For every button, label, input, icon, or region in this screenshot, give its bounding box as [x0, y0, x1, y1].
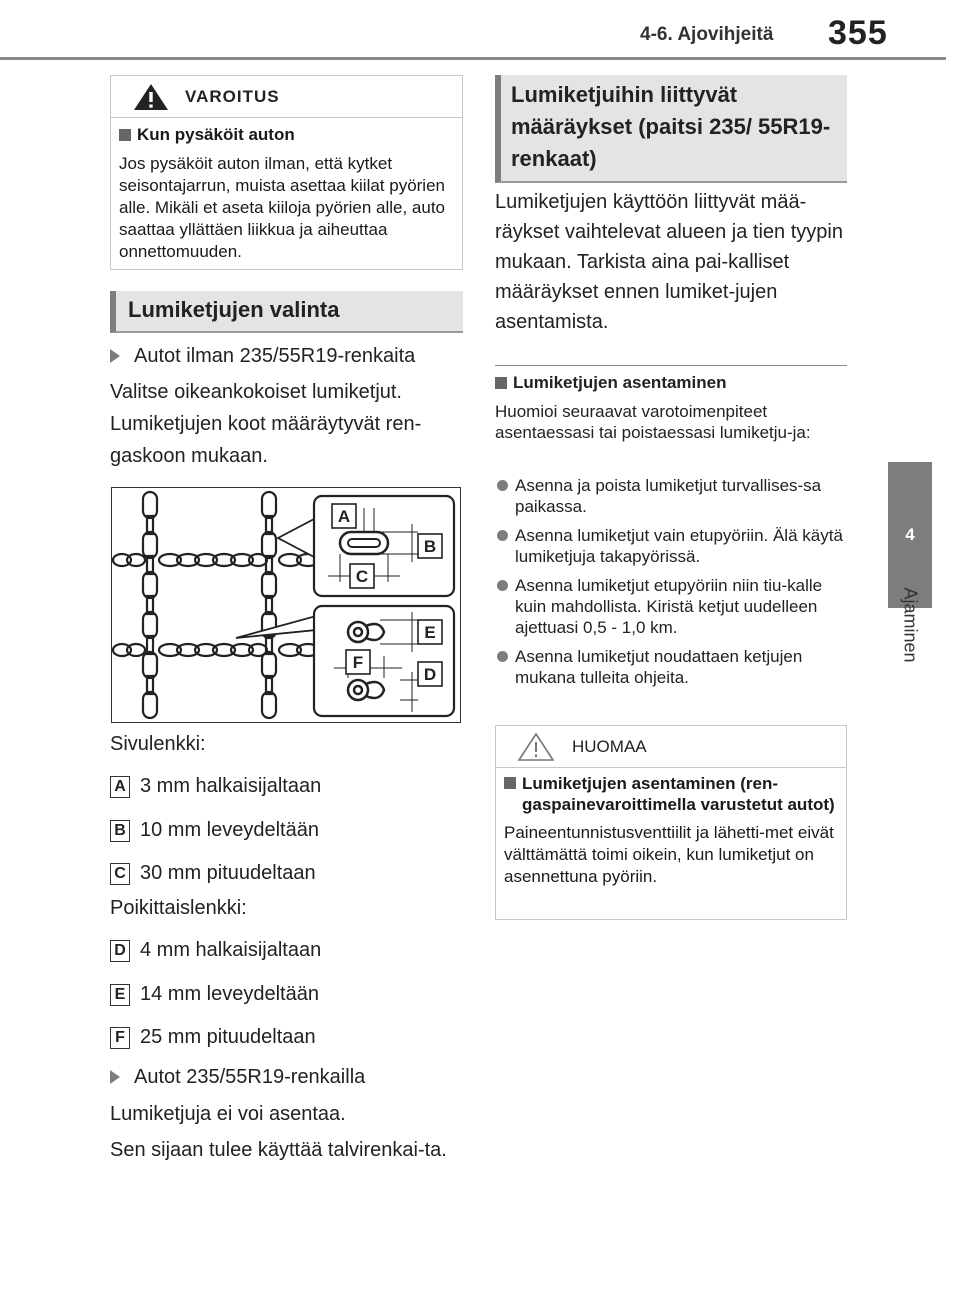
- install-list: [495, 475, 849, 688]
- notice-title: HUOMAA: [572, 736, 647, 756]
- page-number: 355: [828, 14, 888, 52]
- notice-subtitle: Lumiketjujen asentaminen (ren-gaspainevaroittimella varustetut autot): [504, 773, 838, 815]
- arrow-bullet-icon: [110, 1070, 120, 1084]
- selection-paragraph: Valitse oikeankokoiset lumiketjut. Lumiketjujen koot määräytyvät ren-gaskoon mukaan.: [110, 381, 422, 467]
- square-bullet-icon: [119, 129, 131, 141]
- warning-header: [111, 76, 462, 118]
- list-item: Asenna lumiketjut etupyöriin niin tiu-kalle kuin mahdollista. Kiristä ketjut uudelleen ajettuasi 0,5 - 1,0 km.: [495, 575, 849, 638]
- no-chains-text: Lumiketjuja ei voi asentaa.: [110, 1103, 346, 1125]
- upper-cross-chain: [113, 554, 319, 566]
- square-bullet-icon: [504, 777, 516, 789]
- diagram-label-a: A: [337, 507, 351, 526]
- right-side-chain: [262, 492, 276, 718]
- selection-heading: Lumiketjujen valinta: [110, 291, 463, 333]
- round-bullet-icon: [497, 580, 508, 591]
- side-link-label: Sivulenkki:: [110, 733, 206, 755]
- regulations-paragraph: Lumiketjujen käyttöön liittyvät mää-räykset vaihtelevat alueen ja tien tyypin mukaan. Tarkista aina pai-kalliset määräykset ennen lumiket-jujen asentamista.: [495, 191, 843, 333]
- diagram-label-e: E: [424, 623, 436, 642]
- arrow-bullet-icon: [110, 349, 120, 363]
- diagram-label-c: C: [355, 567, 369, 586]
- notice-header: [496, 726, 846, 768]
- chapter-tab: 4: [888, 462, 932, 608]
- warning-box: [110, 75, 463, 270]
- left-side-chain: [143, 492, 157, 718]
- chain-diagram: [111, 487, 461, 723]
- case-without-19: Autot ilman 235/55R19-renkaita: [110, 345, 415, 368]
- section-divider: [495, 365, 847, 366]
- round-bullet-icon: [497, 480, 508, 491]
- spec-b: B 10 mm leveydeltään: [110, 819, 319, 842]
- diagram-label-b: B: [423, 537, 437, 556]
- list-item: Asenna lumiketjut vain etupyöriin. Älä käytä lumiketjuja takapyörissä.: [495, 525, 849, 567]
- notice-text: Paineentunnistusventtiilit ja lähetti-met eivät välttämättä toimi oikein, kun lumiketjut on asennettuna pyöriin.: [504, 823, 834, 886]
- warning-subtitle: Kun pysäköit auton: [119, 124, 454, 145]
- chapter-label-wrap: [888, 560, 932, 690]
- spec-d: D 4 mm halkaisijaltaan: [110, 939, 321, 962]
- square-bullet-icon: [495, 377, 507, 389]
- spec-c: C 30 mm pituudeltaan: [110, 862, 316, 885]
- install-intro: Huomioi seuraavat varotoimenpiteet asentaessasi tai poistaessasi lumiketju-ja:: [495, 402, 811, 442]
- chapter-label: Ajaminen: [900, 587, 921, 663]
- list-item: Asenna ja poista lumiketjut turvallises-sa paikassa.: [495, 475, 849, 517]
- warning-text: Jos pysäköit auton ilman, että kytket seisontajarrun, muista asettaa kiilat pyörien alle. Mikäli et aseta kiiloja pyörien alle, auto saattaa yllättäen liikkua ja aiheuttaa onnettomuuden.: [119, 154, 446, 261]
- warning-title: VAROITUS: [185, 86, 280, 106]
- notice-box: [495, 725, 847, 920]
- section-title: 4-6. Ajovihjeitä: [640, 24, 774, 45]
- chain-illustration: [112, 488, 460, 722]
- cross-link-label: Poikittaislenkki:: [110, 897, 247, 919]
- warning-triangle-icon: [131, 81, 171, 113]
- round-bullet-icon: [497, 651, 508, 662]
- list-item: Asenna lumiketjut noudattaen ketjujen mukana tulleita ohjeita.: [495, 646, 849, 688]
- case-with-19: Autot 235/55R19-renkailla: [110, 1066, 365, 1089]
- header-rule: [0, 57, 946, 60]
- round-bullet-icon: [497, 530, 508, 541]
- spec-f: F 25 mm pituudeltaan: [110, 1026, 316, 1049]
- regulations-heading: Lumiketjuihin liittyvät määräykset (paitsi 235/ 55R19-renkaat): [495, 75, 847, 183]
- caution-triangle-icon: [516, 731, 556, 763]
- diagram-label-f: F: [352, 653, 364, 672]
- lower-cross-chain: [113, 644, 319, 656]
- install-subtitle: Lumiketjujen asentaminen: [495, 372, 727, 393]
- spec-e: E 14 mm leveydeltään: [110, 983, 319, 1006]
- winter-tires-text: Sen sijaan tulee käyttää talvirenkai-ta.: [110, 1139, 447, 1161]
- spec-a: A 3 mm halkaisijaltaan: [110, 775, 321, 798]
- diagram-label-d: D: [423, 665, 437, 684]
